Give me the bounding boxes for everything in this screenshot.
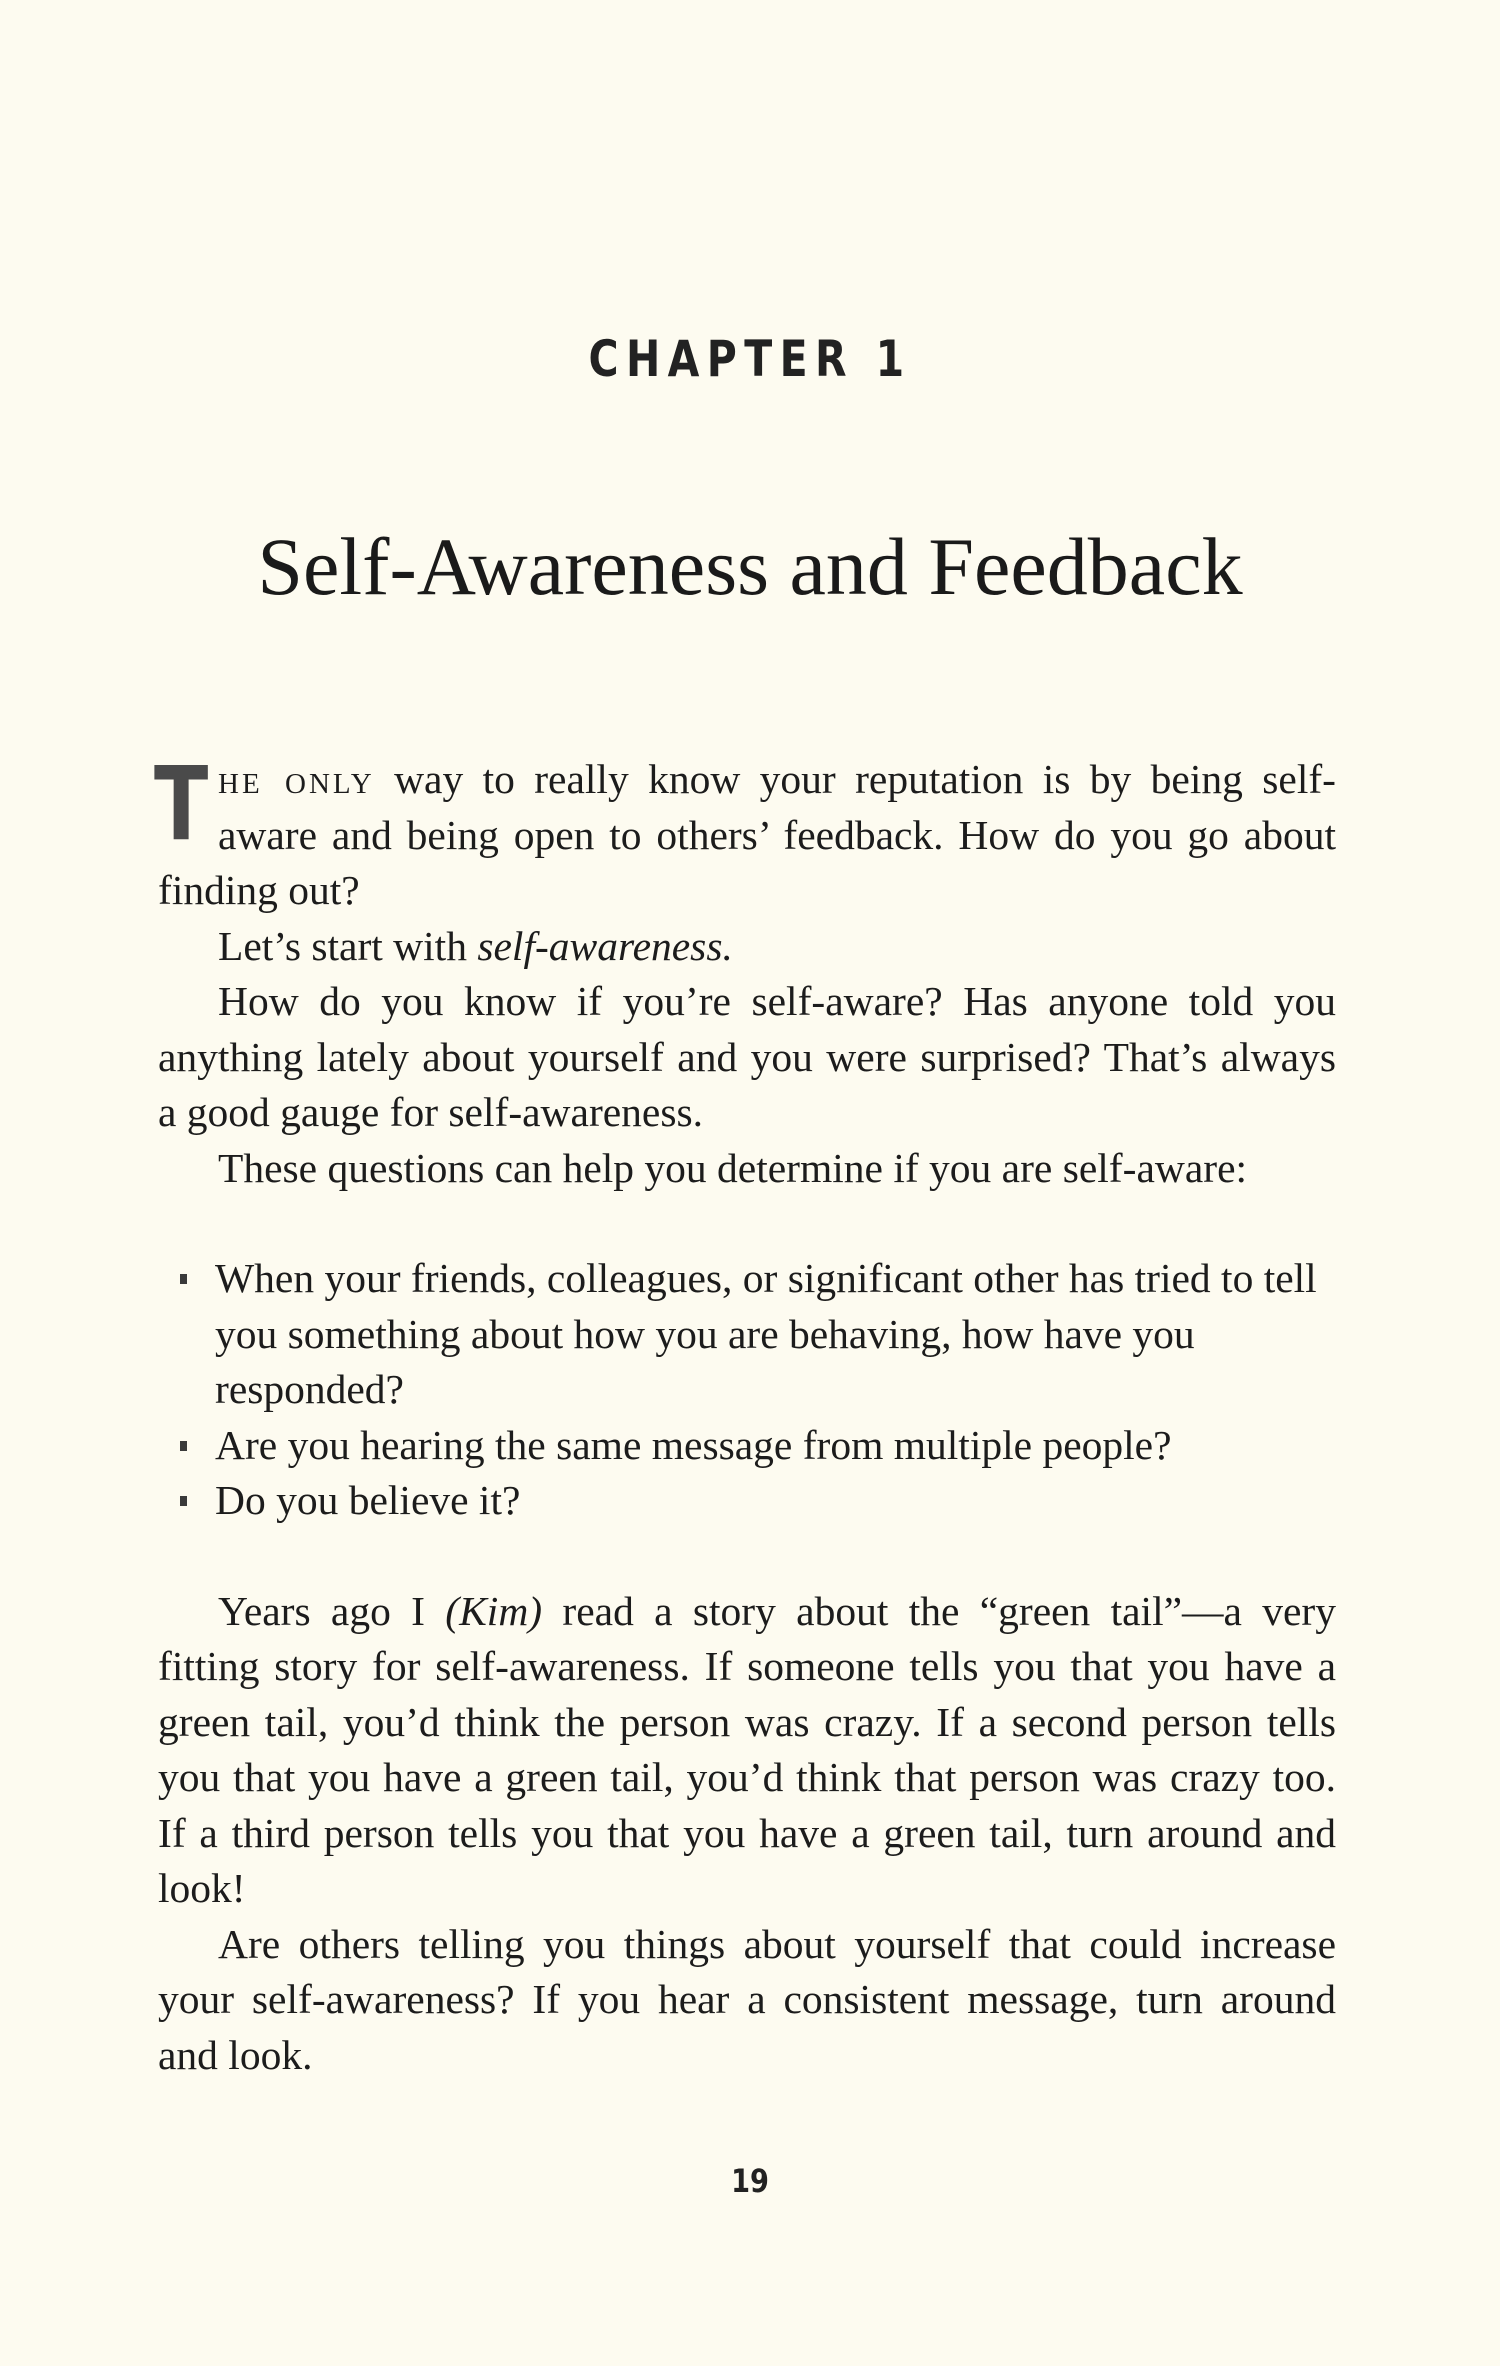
- opening-small-caps: he only: [218, 756, 375, 802]
- question-list: [158, 1251, 1336, 1529]
- paragraph-text: read a story about the “green tail”—a very fitting story for self-awareness. If someone tells you that you have a green tail, you’d think the person was crazy. If a second person tells you that you have a green tail, you’d think that person was crazy too. If a third person tells you that you have a green tail, turn around and look!: [158, 1587, 1336, 1911]
- list-item: [215, 1473, 1336, 1529]
- opening-paragraph: [154, 745, 1336, 919]
- bullet-icon: [180, 1496, 187, 1506]
- chapter-label: CHAPTER 1: [588, 330, 912, 388]
- paragraph-text: Years ago I: [218, 1587, 446, 1634]
- paragraph-questions: How do you know if you’re self-aware? Has anyone told you anything lately about yourself and you were surprised? That’s always a good gauge for self-awareness.: [158, 978, 1336, 1135]
- page-number: 19: [731, 2162, 769, 2200]
- paragraph-text: Let’s start with: [218, 922, 478, 969]
- body-text: [154, 745, 1336, 2083]
- paragraph-green-tail: [158, 1584, 1336, 1917]
- list-item-text: When your friends, colleagues, or significant other has tried to tell you something about how you are behaving, how have you responded?: [215, 1255, 1317, 1412]
- italic-name: (Kim): [445, 1587, 543, 1634]
- opening-text: way to really know your reputation is by being self-aware and being open to others’ feedback. How do you go about finding out?: [158, 756, 1336, 913]
- bullet-icon: [180, 1274, 187, 1284]
- paragraph-self-awareness: [158, 919, 1336, 975]
- italic-term: self-awareness.: [477, 922, 733, 969]
- list-item: [215, 1251, 1336, 1418]
- bullet-icon: [180, 1441, 187, 1451]
- list-item: [215, 1418, 1336, 1474]
- paragraph-closing: Are others telling you things about yourself that could increase your self-awareness? If you hear a consistent message, turn around and look.: [158, 1920, 1336, 2078]
- drop-cap: T: [154, 745, 209, 864]
- list-item-text: Do you believe it?: [215, 1477, 521, 1523]
- list-item-text: Are you hearing the same message from multiple people?: [215, 1421, 1172, 1468]
- paragraph-lead-in: These questions can help you determine if you are self-aware:: [218, 1144, 1248, 1191]
- chapter-title: Self-Awareness and Feedback: [257, 521, 1243, 612]
